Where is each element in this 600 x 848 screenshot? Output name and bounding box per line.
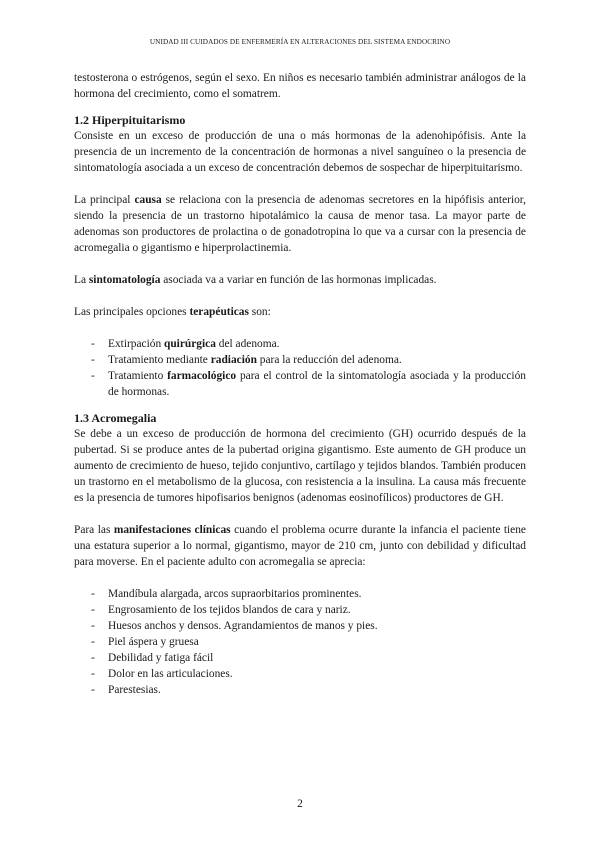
list-item: - Tratamiento mediante radiación para la reducción del adenoma. — [91, 354, 402, 366]
list-item: - Debilidad y fatiga fácil — [91, 652, 214, 664]
list-item: - Piel áspera y gruesa — [91, 636, 199, 648]
running-header: UNIDAD III CUIDADOS DE ENFERMERÍA EN ALTERACIONES DEL SISTEMA ENDOCRINO — [149, 38, 451, 46]
page-number: 2 — [297, 798, 303, 810]
bold-term: manifestaciones clínicas — [113, 524, 231, 536]
bold-term: causa — [134, 194, 162, 206]
list-item: - Mandíbula alargada, arcos supraorbitarios prominentes. — [91, 588, 362, 600]
bold-term: terapéuticas — [189, 306, 249, 318]
paragraph: La principal causa se relaciona con la presencia de adenomas secretores en la hipófisis anterior, siendo la presencia de un trastorno hipotalámico la causa de menor tasa. La mayor parte de adenomas son productores de prolactina o de gonadotropina lo que va a cursar con la presencia de acromegalia o gigantismo e hiperprolactinemia. — [74, 194, 526, 254]
intro-paragraph: testosterona o estrógenos, según el sexo. En niños es necesario también administrar análogos de la hormona del crecimiento, como el somatrem. — [74, 72, 526, 100]
list-item: - Extirpación quirúrgica del adenoma. — [91, 338, 280, 350]
page-content — [74, 70, 526, 698]
paragraph: Se debe a un exceso de producción de hormona del crecimiento (GH) ocurrido después de la pubertad. Si se produce antes de la pubertad origina gigantismo. Este aumento de GH produce un aumento de crecimiento de hueso, tejido conjuntivo, cartílago y tejidos blandos. También producen un trastorno en el metabolismo de la glucosa, con resistencia a la insulina. La causa más frecuente es la presencia de tumores hipofisarios benignos (adenomas eosinofílicos) productores de GH. — [74, 428, 526, 504]
paragraph: Las principales opciones terapéuticas son: — [74, 306, 271, 318]
list-item: - Huesos anchos y densos. Agrandamientos de manos y pies. — [91, 620, 378, 632]
bold-term: sintomatología — [88, 274, 161, 286]
therapy-list — [74, 336, 526, 400]
paragraph: La sintomatología asociada va a variar en función de las hormonas implicadas. — [74, 274, 437, 286]
list-item: - Tratamiento farmacológico para el control de la sintomatología asociada y la producción de hormonas. — [91, 370, 526, 398]
section-heading-acromegalia: 1.3 Acromegalia — [74, 411, 157, 425]
list-item: - Dolor en las articulaciones. — [91, 668, 233, 680]
list-item: - Engrosamiento de los tejidos blandos de cara y nariz. — [91, 604, 351, 616]
list-item: - Parestesias. — [91, 684, 161, 696]
section-heading-hiperpituitarismo: 1.2 Hiperpituitarismo — [74, 113, 186, 127]
symptom-list — [74, 586, 526, 698]
paragraph: Para las manifestaciones clínicas cuando el problema ocurre durante la infancia el paciente tiene una estatura superior a lo normal, gigantismo, mayor de 210 cm, junto con debilidad y dificultad para moverse. En el paciente adulto con acromegalia se aprecia: — [74, 524, 526, 568]
paragraph: Consiste en un exceso de producción de una o más hormonas de la adenohipófisis. Ante la presencia de un incremento de la concentración de hormonas a nivel sanguíneo o la presencia de sintomatología asociada a un exceso de concentración debemos de sospechar de hiperpituitarismo. — [74, 130, 526, 174]
